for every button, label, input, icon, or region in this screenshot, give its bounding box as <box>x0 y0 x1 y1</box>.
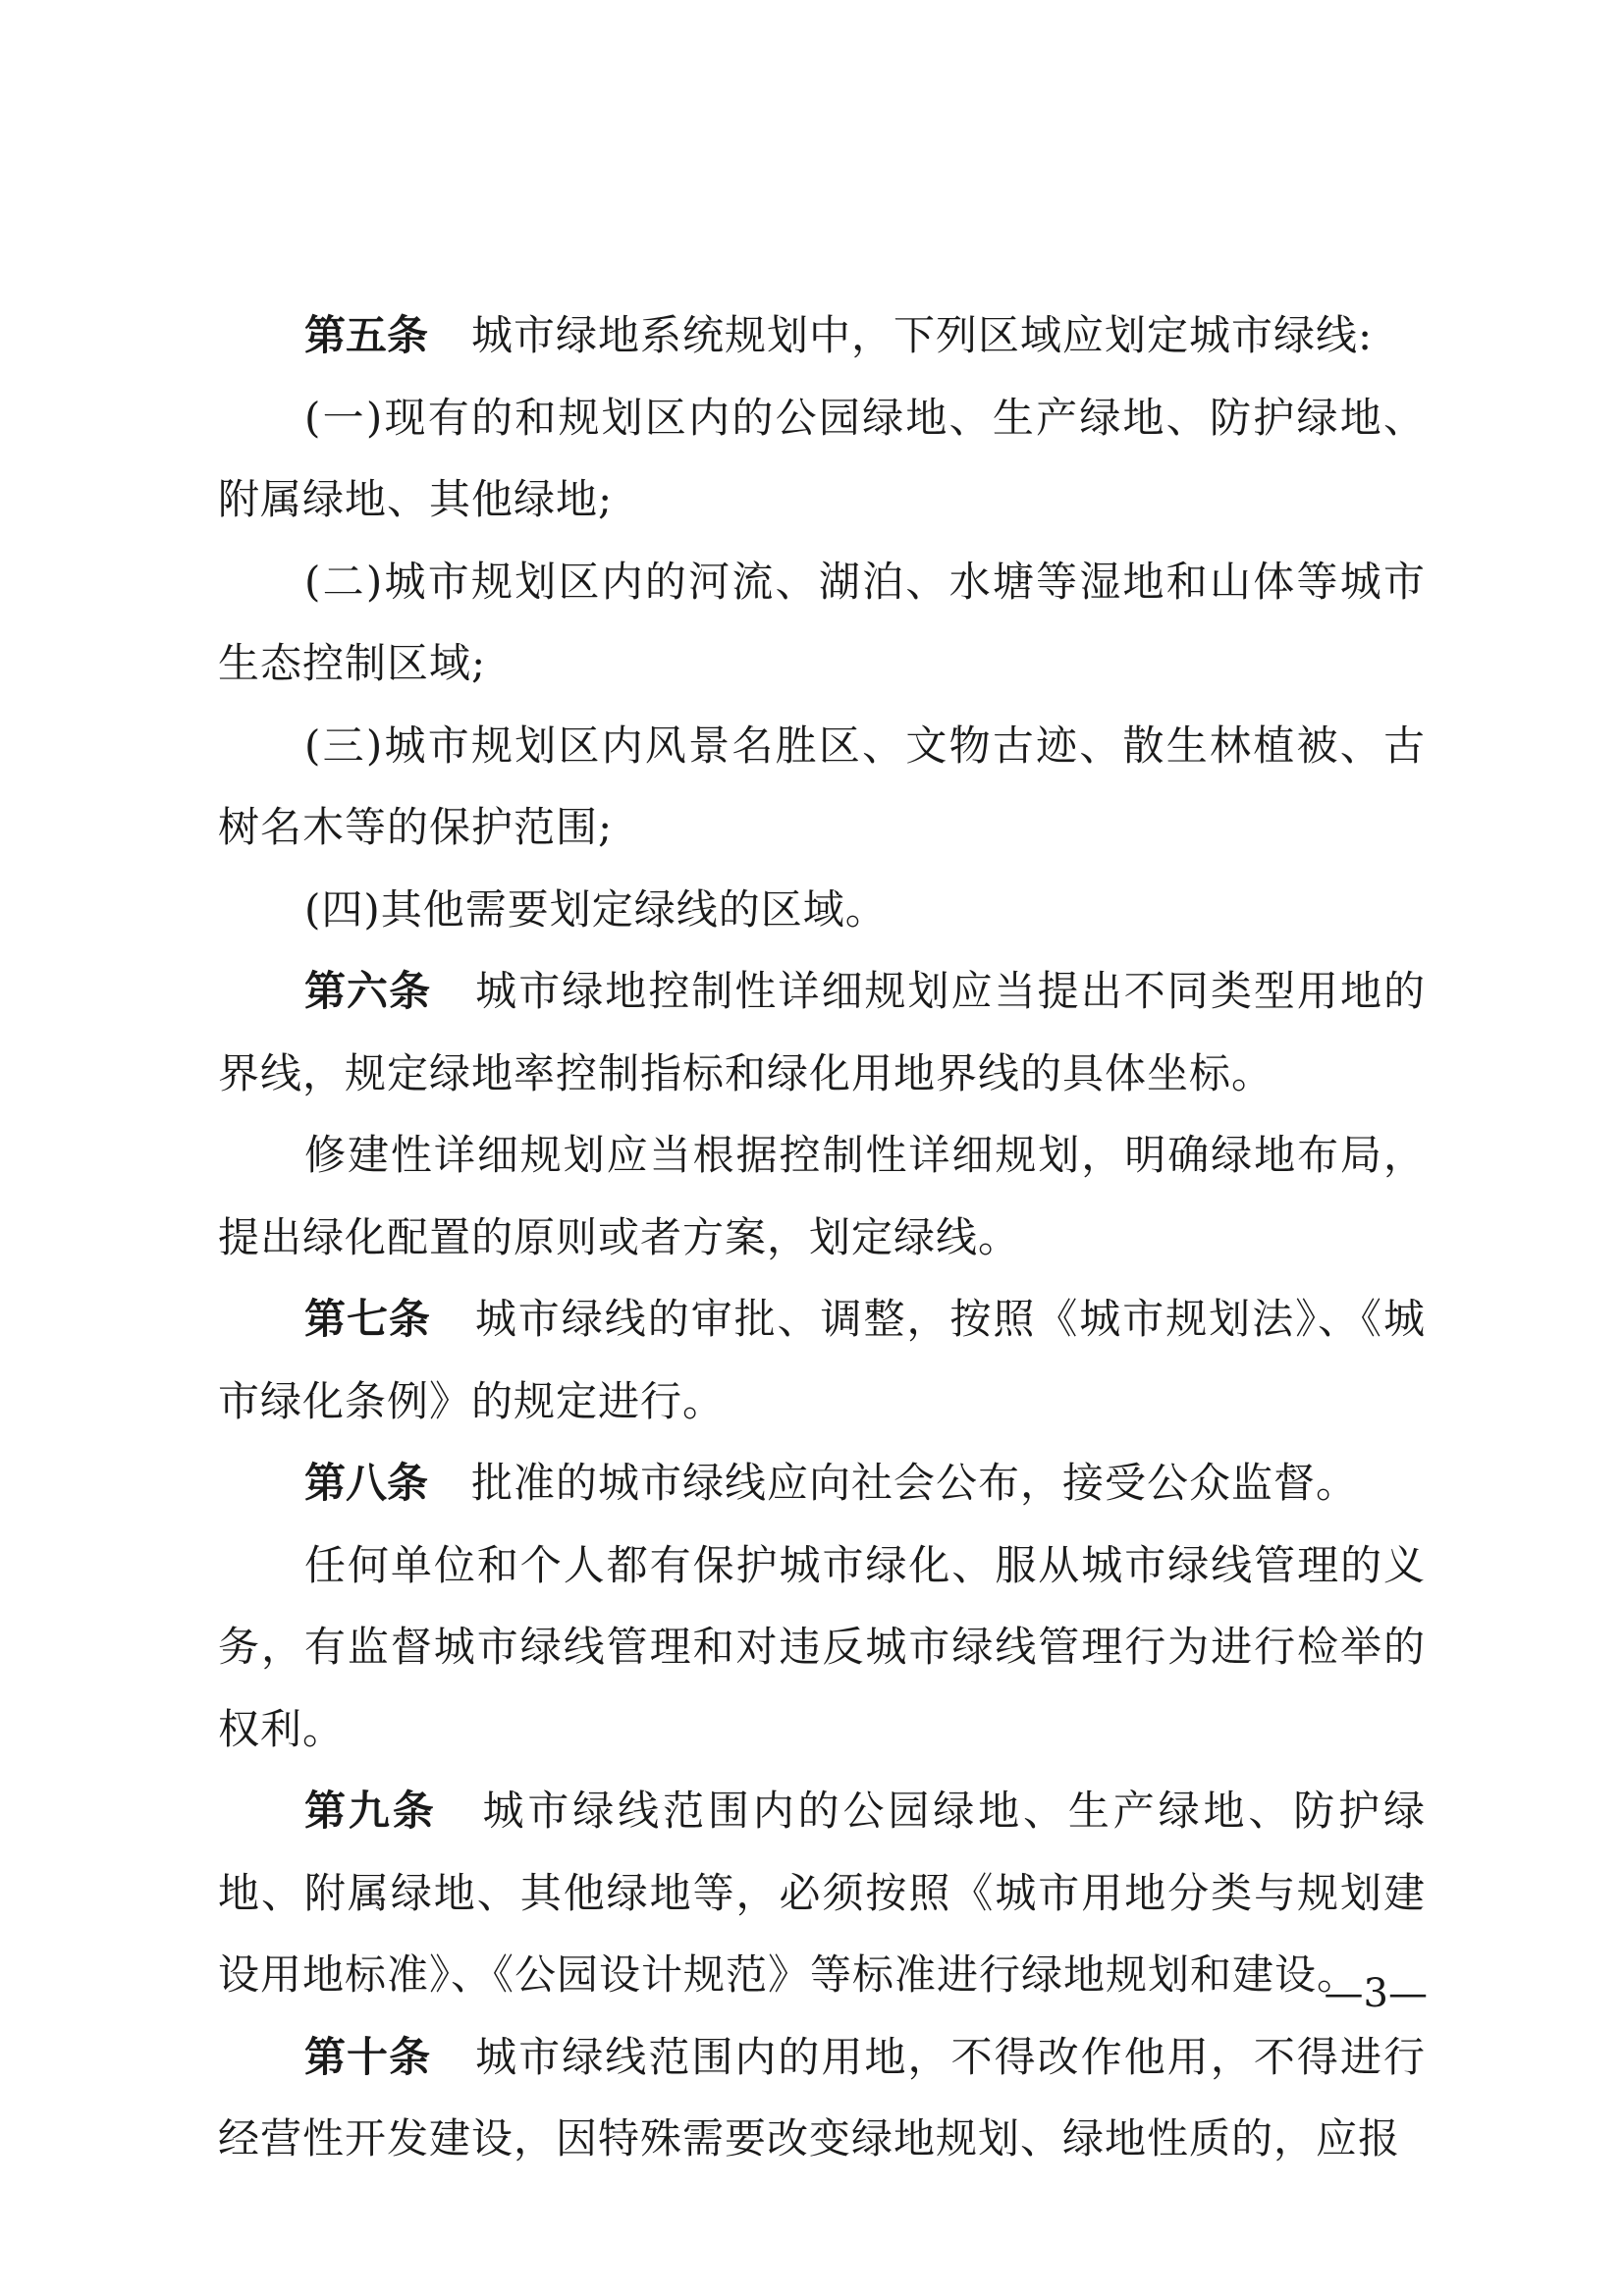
article-heading: 第六条 <box>304 967 432 1015</box>
list-item-1 <box>218 377 1426 541</box>
article-heading: 第九条 <box>304 1787 437 1835</box>
article-7-paragraph <box>218 1278 1426 1442</box>
paragraph-text: 城市绿线的审批、调整，按照《城市规划法》、《城市绿化条例》的规定进行。 <box>218 1295 1426 1425</box>
paragraph-text: 城市绿线范围内的公园绿地、生产绿地、防护绿地、附属绿地、其他绿地等，必须按照《城市用地分类与规划建设用地标准》、《公园设计规范》等标准进行绿地规划和建设。 <box>218 1787 1426 1999</box>
article-6-subparagraph <box>218 1114 1426 1278</box>
paragraph-text: 城市绿地控制性详细规划应当提出不同类型用地的界线，规定绿地率控制指标和绿化用地界线的具体坐标。 <box>218 967 1426 1097</box>
list-item-3 <box>218 705 1426 869</box>
paragraph-text: 城市绿线范围内的用地，不得改作他用，不得进行经营性开发建设，因特殊需要改变绿地规划、绿地性质的，应报 <box>218 2032 1426 2163</box>
paragraph-text: 城市绿地系统规划中，下列区域应划定城市绿线: <box>471 311 1374 359</box>
document-body <box>218 294 1426 2180</box>
article-5-paragraph <box>218 294 1426 377</box>
paragraph-text: (一)现有的和规划区内的公园绿地、生产绿地、防护绿地、附属绿地、其他绿地; <box>218 393 1426 523</box>
article-heading: 第五条 <box>304 311 429 359</box>
paragraph-text: 批准的城市绿线应向社会公布，接受公众监督。 <box>471 1459 1359 1507</box>
article-8-paragraph <box>218 1442 1426 1524</box>
article-6-paragraph <box>218 950 1426 1114</box>
paragraph-text: (三)城市规划区内风景名胜区、文物古迹、散生林植被、古树名木等的保护范围; <box>218 721 1426 851</box>
paragraph-text: 修建性详细规划应当根据控制性详细规划，明确绿地布局，提出绿化配置的原则或者方案，划定绿线。 <box>218 1131 1426 1261</box>
article-9-paragraph <box>218 1770 1426 2016</box>
article-heading: 第八条 <box>304 1459 429 1507</box>
list-item-4 <box>218 869 1426 951</box>
paragraph-text: (二)城市规划区内的河流、湖泊、水塘等湿地和山体等城市生态控制区域; <box>218 557 1426 687</box>
article-10-paragraph <box>218 2016 1426 2180</box>
article-heading: 第七条 <box>304 1295 431 1343</box>
article-8-subparagraph <box>218 1524 1426 1771</box>
list-item-2 <box>218 541 1426 705</box>
article-heading: 第十条 <box>304 2032 432 2081</box>
paragraph-text: 任何单位和个人都有保护城市绿化、服从城市绿线管理的义务，有监督城市绿线管理和对违反城市绿线管理行为进行检举的权利。 <box>218 1540 1426 1753</box>
page-number: —3— <box>1324 1971 1428 2016</box>
paragraph-text: (四)其他需要划定绿线的区域。 <box>304 884 888 934</box>
